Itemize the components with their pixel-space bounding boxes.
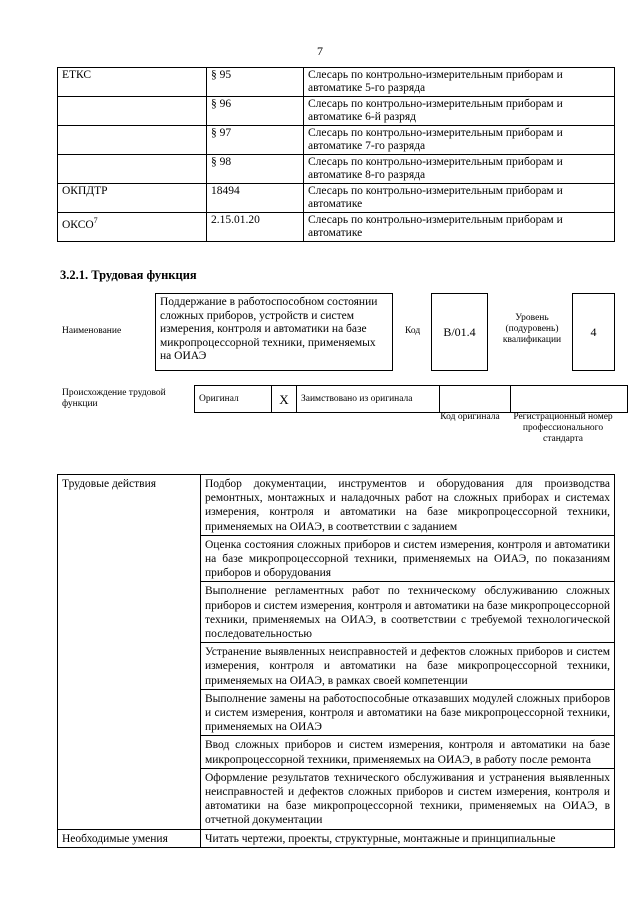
- name-cell: Слесарь по контрольно-измерительным приборам и автоматике 7-го разряда: [304, 126, 615, 155]
- labor-action-item: Ввод сложных приборов и систем измерения, контроля и автоматики на базе микропроцессорной техники, применяемых на ОИАЭ, в работу после ремонта: [201, 736, 615, 768]
- registration-number-label: Регистрационный номер профессионального стандарта: [513, 412, 613, 444]
- code-label: Код: [405, 326, 421, 336]
- source-cell: ОКПДТР: [58, 184, 207, 213]
- labor-action-item: Подбор документации, инструментов и оборудования для производства ремонтных, монтажных и наладочных работ на сложных приборах и системах измерения, контроля и автоматики на базе микропроцессорной техники, применяемых на ОИАЭ, в соответствии с заданием: [201, 475, 615, 536]
- name-cell: Слесарь по контрольно-измерительным приборам и автоматике: [304, 213, 615, 242]
- classification-table: [57, 67, 615, 242]
- original-code-label: Код оригинала: [440, 412, 500, 422]
- required-skill-item: Читать чертежи, проекты, структурные, монтажные и принципиальные: [201, 829, 615, 847]
- original-label: Оригинал: [195, 386, 272, 413]
- source-text: ОКСО: [62, 218, 94, 231]
- table-row: [58, 97, 615, 126]
- level-label: Уровень (подуровень) квалификации: [502, 313, 562, 345]
- footnote-ref: 7: [93, 216, 98, 225]
- code-cell: § 95: [207, 68, 304, 97]
- original-mark: X: [272, 386, 297, 413]
- code-cell: § 96: [207, 97, 304, 126]
- table-row: [58, 68, 615, 97]
- name-cell: Слесарь по контрольно-измерительным приборам и автоматике 5-го разряда: [304, 68, 615, 97]
- qualification-level: 4: [572, 293, 615, 371]
- labor-action-item: Выполнение регламентных работ по техническому обслуживанию сложных приборов и систем измерения, контроля и автоматики на базе микропроцессорной техники, применяемых на ОИАЭ, в соответствии с требуемой технологической последовательностью: [201, 582, 615, 643]
- labor-actions-label: Трудовые действия: [58, 475, 201, 830]
- labor-action-item: Выполнение замены на работоспособные отказавших модулей сложных приборов и систем измерения, контроля и автоматики на базе микропроцессорной техники, применяемых на ОИАЭ: [201, 689, 615, 736]
- labor-actions-table: [57, 474, 615, 848]
- table-row: [58, 184, 615, 213]
- name-cell: Слесарь по контрольно-измерительным приборам и автоматике: [304, 184, 615, 213]
- origin-label: Происхождение трудовой функции: [62, 388, 166, 409]
- page-number: 7: [317, 44, 323, 58]
- name-cell: Слесарь по контрольно-измерительным приборам и автоматике 8-го разряда: [304, 155, 615, 184]
- code-cell: 18494: [207, 184, 304, 213]
- section-title: 3.2.1. Трудовая функция: [60, 268, 197, 282]
- name-label: Наименование: [62, 326, 122, 336]
- source-cell: ЕТКС: [58, 68, 207, 97]
- table-row: [58, 475, 615, 536]
- origin-table: [194, 385, 628, 413]
- original-code-cell: [440, 386, 511, 413]
- table-row: [58, 126, 615, 155]
- code-cell: § 98: [207, 155, 304, 184]
- table-row: [58, 213, 615, 242]
- labor-action-item: Оценка состояния сложных приборов и систем измерения, контроля и автоматики на базе микропроцессорной техники, применяемых на ОИАЭ, по показаниям приборов и оборудования: [201, 535, 615, 582]
- name-cell: Слесарь по контрольно-измерительным приборам и автоматике 6-й разряд: [304, 97, 615, 126]
- registration-number-cell: [511, 386, 628, 413]
- required-skills-label: Необходимые умения: [58, 829, 201, 847]
- function-code: B/01.4: [431, 293, 488, 371]
- code-cell: 2.15.01.20: [207, 213, 304, 242]
- source-cell: [58, 213, 207, 242]
- source-cell: [58, 97, 207, 126]
- labor-action-item: Оформление результатов технического обслуживания и устранения выявленных неисправностей и дефектов сложных приборов и систем измерения, контроля и автоматики на базе микропроцессорной техники, применяемых на ОИАЭ, в отчетной документации: [201, 768, 615, 829]
- source-cell: [58, 155, 207, 184]
- table-row: [58, 155, 615, 184]
- source-cell: [58, 126, 207, 155]
- labor-action-item: Устранение выявленных неисправностей и дефектов сложных приборов и систем измерения, контроля и автоматики на базе микропроцессорной техники, применяемых на ОИАЭ, в рамках своей компетенции: [201, 643, 615, 690]
- borrowed-label: Заимствовано из оригинала: [297, 386, 440, 413]
- function-name: Поддержание в работоспособном состоянии сложных приборов, устройств и систем измерения, контроля и автоматики на базе микропроцессорной техники, применяемых на ОИАЭ: [155, 293, 393, 371]
- code-cell: § 97: [207, 126, 304, 155]
- table-row: [58, 829, 615, 847]
